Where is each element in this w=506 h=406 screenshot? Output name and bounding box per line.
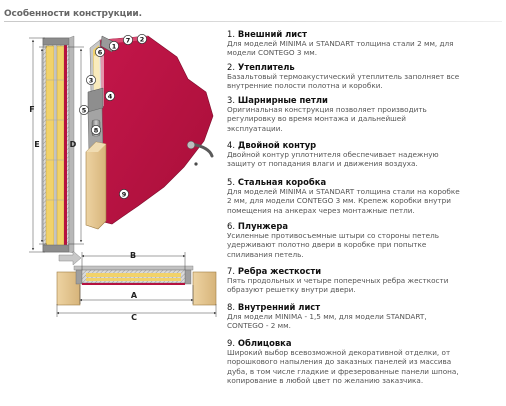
feature-item: [227, 29, 485, 58]
callout-badge-3: [86, 75, 95, 84]
feature-title: 3. Шарнирные петли: [227, 95, 328, 105]
feature-item: [227, 338, 485, 385]
svg-text:5: 5: [81, 106, 87, 115]
feature-title: 1. Внешний лист: [227, 29, 307, 39]
feature-description: Для моделей MINIMA и STANDART толщина стали на коробке 2 мм, для модели CONTEGO 3 мм. Крепеж коробки внутри помещения на анкерах через монтажные петли.: [227, 187, 460, 215]
feature-item: [227, 95, 485, 133]
feature-description: Базальтовый термоакустический утеплитель заполняет все внутренние полости полотна и коробки.: [227, 72, 460, 91]
feature-title: 8. Внутренний лист: [227, 302, 321, 312]
feature-description: Усиленные противосъемные штыри со стороны петель удерживают полотно двери в коробке при попытке спиливания петель.: [227, 231, 440, 259]
callout-badge-5: [79, 105, 88, 114]
keyhole: [194, 162, 197, 165]
floor-arrow: [59, 251, 81, 265]
door-cutaway: [88, 36, 213, 228]
feature-description: Для моделей MINIMA и STANDART толщина стали 2 мм, для модели CONTEGO 3 мм.: [227, 39, 454, 58]
svg-text:7: 7: [125, 36, 131, 45]
svg-text:8: 8: [93, 126, 99, 135]
feature-description: Пять продольных и четыре поперечных ребра жесткости образуют решетку внутри двери.: [227, 276, 449, 295]
feature-title: 9. Облицовка: [227, 338, 292, 348]
feature-title: 4. Двойной контур: [227, 140, 317, 150]
callout-badge-8: [91, 125, 100, 134]
callout-badge-7: [123, 35, 132, 44]
callout-badge-4: [105, 91, 114, 100]
svg-text:2: 2: [139, 35, 145, 44]
dim-label-d: D: [69, 140, 77, 149]
feature-item: [227, 177, 485, 215]
feature-description: Двойной контур уплотнителя обеспечивает надежную защиту от попадания влаги и движения воздуха.: [227, 150, 439, 169]
feature-title: 2. Утеплитель: [227, 62, 295, 72]
feature-item: [227, 302, 485, 331]
callout-badge-6: [95, 47, 104, 56]
callout-badge-9: [119, 189, 128, 198]
svg-text:6: 6: [97, 48, 103, 57]
feature-item: [227, 266, 485, 295]
feature-title: 7. Ребра жесткости: [227, 266, 322, 276]
door-construction-diagram: [0, 22, 226, 406]
callout-badge-1: [109, 41, 118, 50]
dim-label-f: F: [29, 105, 35, 114]
svg-text:4: 4: [107, 92, 113, 101]
feature-title: 5. Стальная коробка: [227, 177, 327, 187]
callout-badge-2: [137, 34, 146, 43]
svg-text:1: 1: [111, 42, 117, 51]
feature-description: Для модели MINIMA - 1,5 мм, для модели STANDART, CONTEGO - 2 мм.: [227, 312, 427, 331]
feature-item: [227, 221, 485, 259]
svg-text:9: 9: [121, 190, 127, 199]
feature-description: Широкий выбор всевозможной декоративной отделки, от порошкового напыления до заказных панелей из массива дуба, в том числе гладкие и фрезерованные панели шпона, копирование в любой цвет по желанию заказчика.: [227, 348, 459, 385]
svg-text:3: 3: [88, 76, 94, 85]
dim-label-c: C: [131, 313, 137, 322]
page-title: Особенности конструкции.: [4, 9, 142, 19]
feature-title: 6. Плунжера: [227, 221, 288, 231]
feature-item: [227, 140, 485, 169]
wood-trim-panel: [86, 142, 106, 229]
dim-label-b: B: [129, 251, 137, 260]
feature-item: [227, 62, 485, 91]
dim-label-e: E: [34, 140, 40, 149]
dim-label-a: A: [130, 291, 138, 300]
feature-description: Оригинальная конструкция позволяет производить регулировку во время монтажа и дальнейшей эксплуатации.: [227, 105, 427, 133]
